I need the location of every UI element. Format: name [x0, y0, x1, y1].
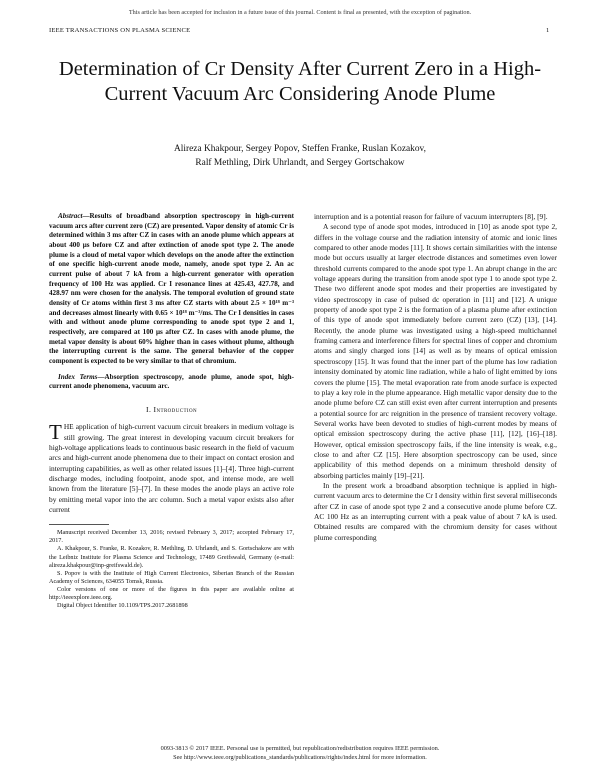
right-column: [314, 212, 557, 543]
intro-text: HE application of high-current vacuum circuit breakers in medium voltage is still growing. The great interest in developing vacuum circuit breakers for high-voltage applications leads to continuous basic research in the field of vacuum arcs and high-current anode phenomena due to their impact on contact erosion and interrupting capabilities, as well as other related issues [1]–[4]. Three high-current discharge modes, including footpoint, anode spot, and intense mode, are well known from the literature [5]–[7]. In these modes the anode plays an active role by emitting metal vapor into the arc column. Such a metal vapor exists also after current: [49, 422, 294, 514]
footnote-divider: [49, 524, 109, 525]
index-terms-text: —Absorption spectroscopy, anode plume, anode spot, high-current anode phenomena, vacuum arc.: [49, 372, 294, 391]
abstract-text: —Results of broadband absorption spectroscopy in high-current vacuum arcs after current zero (CZ) are presented. Vapor density of atomic Cr is determined within 3 ms after CZ in cases with an anode plume which appears at about 400 μs before CZ and after extinction of anode spot type 2. The anode plume is a cloud of metal vapor which develops on the anode after the extinction of one specific high-current anode mode, namely, anode spot type 2. An ac current pulse of about 7 kA from a high-current generator with operation frequency of 100 Hz was applied. Cr I resonance lines at 425.43, 427.78, and 428.97 nm were chosen for the analysis. The temporal evolution of ground state density of Cr atoms within first 3 ms after CZ starts with about 2.5 × 10¹⁸ m⁻³ and decreases almost linearly with 0.65 × 10¹⁸ m⁻³/ms. The Cr I densities in cases with and without anode plume corresponding to anode spot type 2 and 1, respectively, are compared at 100 μs after CZ. In cases with anode plume, the metal vapor density is about 60% higher than in cases without plume, although the interrupting current is the same. The general behavior of the copper component is expected to be very similar to that of chromium.: [49, 212, 294, 365]
copyright-line-2: See http://www.ieee.org/publications_standards/publications/rights/index.html for more information.: [173, 753, 427, 761]
paper-title: Determination of Cr Density After Current Zero in a High-Current Vacuum Arc Considering Anode Plume: [58, 58, 542, 105]
author-line-2: Ralf Methling, Dirk Uhrlandt, and Sergey Gortschakow: [195, 158, 405, 168]
acceptance-notice: This article has been accepted for inclusion in a future issue of this journal. Content is final as presented, with the exception of pagination.: [128, 9, 472, 16]
copyright-notice: [0, 745, 600, 762]
drop-cap: T: [49, 420, 62, 445]
abstract-label: Abstract: [58, 212, 83, 220]
copyright-line-1: 0093-3813 © 2017 IEEE. Personal use is permitted, but republication/redistribution requires IEEE permission.: [160, 745, 440, 752]
author-line-1: Alireza Khakpour, Sergey Popov, Steffen Franke, Ruslan Kozakov,: [174, 144, 426, 154]
right-paragraph-1: interruption and is a potential reason for failure of vacuum interrupters [8], [9].: [314, 212, 548, 221]
footnote-affiliation-2: S. Popov is with the Institute of High Current Electronics, Siberian Branch of the Russian Academy of Sciences, 634055 Tomsk, Russia.: [49, 569, 294, 585]
section-number: I.: [146, 404, 154, 414]
journal-name: IEEE TRANSACTIONS ON PLASMA SCIENCE: [49, 27, 191, 34]
index-terms: [49, 373, 294, 392]
footnote-affiliation-1: A. Khakpour, S. Franke, R. Kozakov, R. Methling, D. Uhrlandt, and S. Gortschakow are with the Leibniz Institute for Plasma Science and Technology, 17489 Greifswald, Germany (e-mail: alireza.khakpour@inp-greifswald.de).: [49, 545, 294, 569]
right-paragraph-3: In the present work a broadband absorption technique is applied in high-current vacuum arcs to determine the Cr I density within first several milliseconds after CZ in case of anode spot type 2 and a consecutive anode plume before CZ. AC 100 Hz as an interrupting current with a peak value of about 7 kA is used. Obtained results are compared with the chromium density for cases without plume corresponding: [314, 480, 557, 542]
right-paragraph-2: A second type of anode spot modes, introduced in [10] as anode spot type 2, differs in the voltage course and the radiation intensity of atomic and ionic lines compared to other anode modes [11]. It shows certain similarities with the intense mode but occurs usually at larger electrode distances and sometimes even lower threshold currents compared to the anode spot type 1. An abrupt change in the arc voltage appears during the transition from anode spot type 1 to anode spot type 2. These two different anode spot modes and their properties are investigated by video spectroscopy in case of pulsed dc operation in [11] and [12]. A unique property of anode spot type 2 is the formation of a plasma plume after extinction of this type of anode spot immediately before current zero (CZ) [13], [14]. Recently, the anode plume was investigated using a high-speed multichannel framing camera and interference filters for spectral lines of copper and chromium atoms and singly charged ions [14] as well as by means of optical emission spectroscopy [15]. It was found that the inner part of the plume has low radiation intensity dominated by atomic line radiation, while a halo of light emitted by ions covers the plume [15]. The metal evaporation rate from anode surface is expected to play a key role in the plume appearance. High metallic vapor density due to the anode plume before CZ can still exist even after current interruption and presents a potential source for arc reignition in the presence of transient recovery voltage. Several works have been devoted to studies of high-current modes by means of optical emission spectroscopy during the active phase [11], [12], [16]–[18]. However, optical emission spectroscopy fails, if the line intensity is weak, e.g., close to and after CZ [15]. Here absorption spectroscopy can be used, since applicability of this method depends on a minimum threshold density of absorbing particles mainly [19]–[21].: [314, 222, 557, 480]
page-number: 1: [546, 27, 550, 34]
footnote-manuscript: Manuscript received December 13, 2016; revised February 3, 2017; accepted February 17, 2017.: [49, 529, 294, 545]
left-column: [49, 212, 294, 610]
section-title: Introduction: [153, 404, 197, 414]
footnote-doi: Digital Object Identifier 10.1109/TPS.2017.2681898: [57, 602, 188, 610]
section-heading-introduction: [49, 405, 294, 415]
footnote-color: Color versions of one or more of the figures in this paper are available online at http://ieeexplore.ieee.org.: [49, 585, 294, 601]
index-terms-label: Index Terms: [58, 372, 98, 381]
author-list: [60, 142, 540, 170]
abstract: [49, 212, 294, 367]
intro-paragraph: [49, 422, 294, 515]
